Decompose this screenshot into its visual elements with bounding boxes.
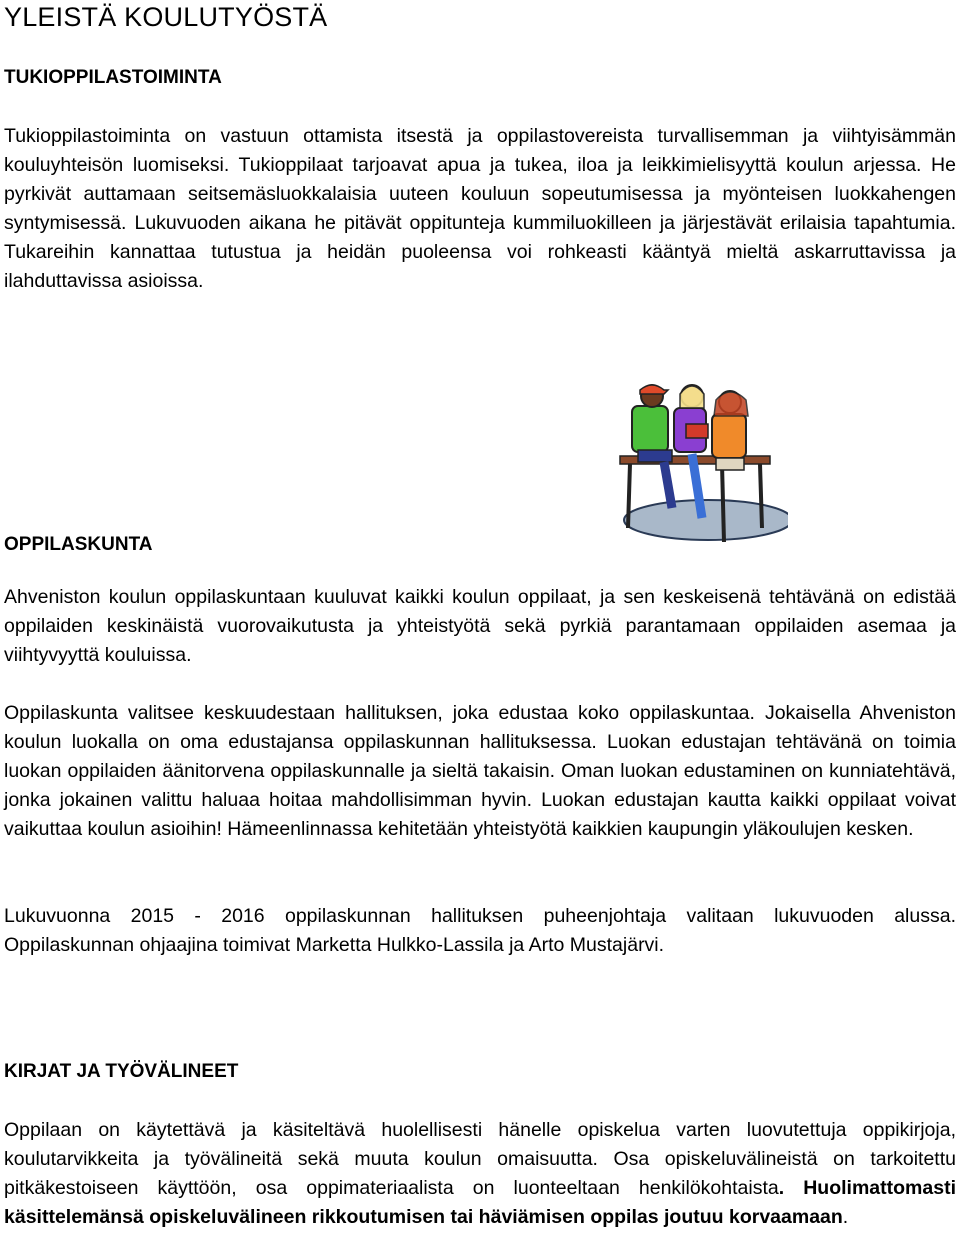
students-clipart-icon — [612, 378, 788, 546]
oppilaskunta-paragraph-1: Ahveniston koulun oppilaskuntaan kuuluvat kaikki koulun oppilaat, ja sen keskeisenä tehtävänä on edistää oppilaiden keskinäistä vuorovaikutusta ja yhteistyötä sekä pyrkiä parantamaan oppilaiden asemaa ja viihtyvyyttä kouluissa. — [4, 586, 956, 666]
kirjat-paragraph — [4, 1116, 956, 1232]
tukioppilas-paragraph: Tukioppilastoiminta on vastuun ottamista itsestä ja oppilastovereista turvallisemman ja viihtyisämmän kouluyhteisön luomiseksi. Tukioppilaat tarjoavat apua ja tukea, iloa ja leikkimielisyyttä koulun arjessa. He pyrkivät auttamaan seitsemäsluokkalaisia uuteen kouluun sopeutumisessa ja myönteisen luokkahengen syntymisessä. Lukuvuoden aikana he pitävät oppitunteja kummiluokilleen ja järjestävät erilaisia tapahtumia. Tukareihin kannattaa tutustua ja heidän puoleensa voi rohkeasti kääntyä mieltä askarruttavissa ja ilahduttavissa asioissa. — [4, 125, 956, 292]
oppilaskunta-paragraph-3: Lukuvuonna 2015 - 2016 oppilaskunnan hallituksen puheenjohtaja valitaan lukuvuoden alussa. Oppilaskunnan ohjaajina toimivat Marketta Hulkko-Lassila ja Arto Mustajärvi. — [4, 905, 956, 956]
section-heading-kirjat: KIRJAT JA TYÖVÄLINEET — [4, 1061, 239, 1082]
section-heading-tukioppilastoiminta: TUKIOPPILASTOIMINTA — [4, 67, 222, 88]
oppilaskunta-paragraph-2: Oppilaskunta valitsee keskuudestaan hallituksen, joka edustaa koko oppilaskuntaa. Jokaisella Ahveniston koulun luokalla on oma edustajansa oppilaskunnan hallituksessa. Luokan edustajan tehtävänä on toimia luokan oppilaiden äänitorvena oppilaskunnalle ja sieltä takaisin. Oman luokan edustaminen on kunniatehtävä, jonka jokainen valittu haluaa hoitaa mahdollisimman hyvin. Luokan edustajan kautta kaikki oppilaat voivat vaikuttaa koulun asioihin! Hämeenlinnassa kehitetään yhteistyötä kaikkien kaupungin yläkoulujen kesken. — [4, 702, 956, 840]
section-heading-oppilaskunta: OPPILASKUNTA — [4, 534, 153, 555]
kirjat-end: . — [842, 1206, 849, 1228]
kirjat-bold-text: . Huolimattomasti käsittelemänsä opiskeluvälineen rikkoutumisen tai häviämisen oppilas joutuu korvaamaan — [4, 1177, 956, 1228]
page-title: YLEISTÄ KOULUTYÖSTÄ — [4, 2, 328, 32]
kirjat-text: Oppilaan on käytettävä ja käsiteltävä huolellisesti hänelle opiskelua varten luovutettuja oppikirjoja, koulutarvikkeita ja työvälineitä sekä muuta koulun omaisuutta. Osa opiskeluvälineistä on tarkoitettu pitkäkestoiseen käyttöön, osa oppimateriaalista on luonteeltaan henkilökohtaista — [4, 1119, 956, 1199]
